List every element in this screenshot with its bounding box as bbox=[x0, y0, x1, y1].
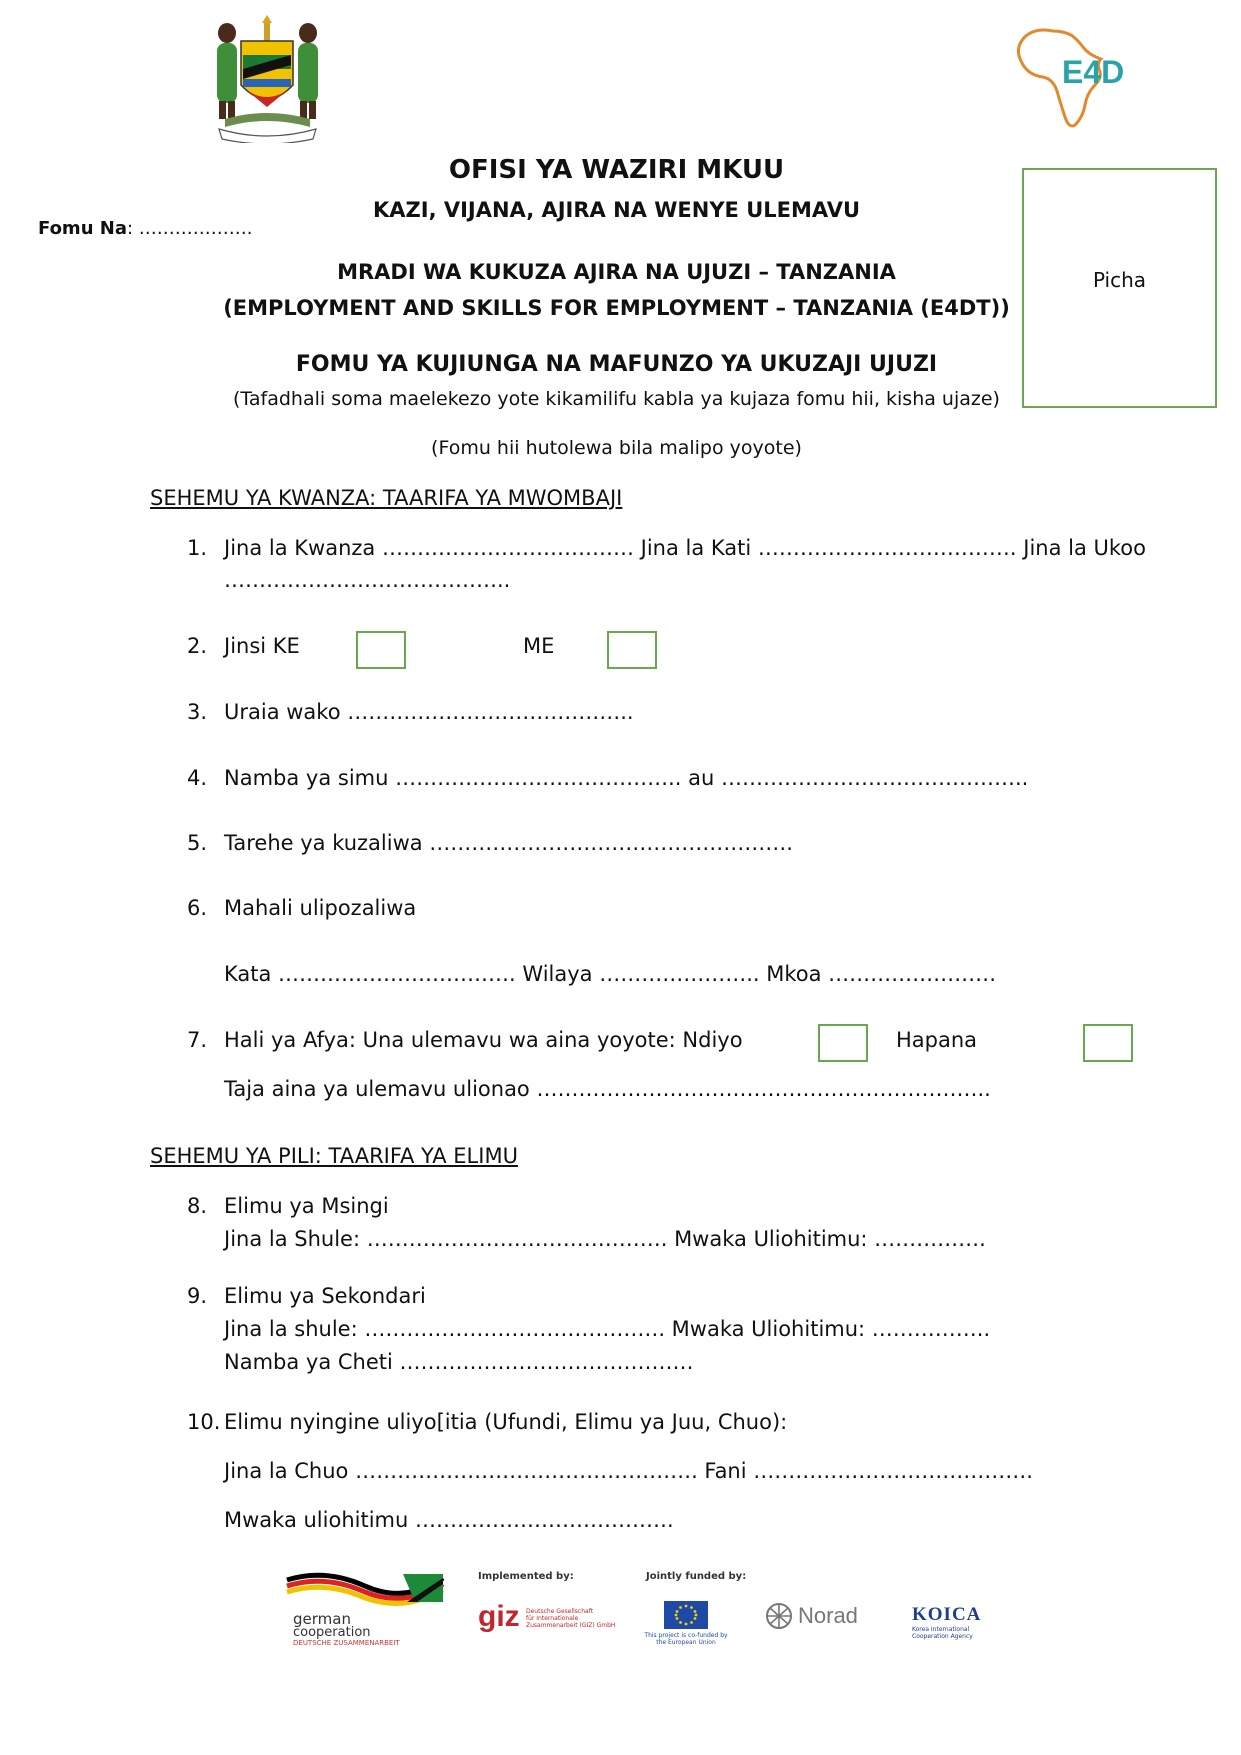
q4-number: 4. bbox=[187, 766, 208, 790]
e4d-logo-text: E4D bbox=[1062, 54, 1125, 90]
jointly-funded-label: Jointly funded by: bbox=[646, 1571, 747, 1582]
q1-names-line2[interactable]: ………………………………….. bbox=[224, 568, 511, 592]
german-cooperation-line3: DEUTSCHE ZUSAMMENARBEIT bbox=[293, 1639, 400, 1647]
q9-secondary-line[interactable]: Jina la shule: ……………………………………. Mwaka Uliohitimu: …………….. bbox=[224, 1317, 991, 1341]
implemented-by-label: Implemented by: bbox=[478, 1571, 574, 1582]
q7-disability-type-line[interactable]: Taja aina ya ulemavu ulionao ……………………………………………………….. bbox=[224, 1077, 991, 1101]
norad-logo-text: Norad bbox=[798, 1603, 858, 1628]
q7-number: 7. bbox=[187, 1028, 208, 1052]
giz-sub2: für Internationale bbox=[526, 1615, 579, 1622]
disability-no-checkbox[interactable] bbox=[1083, 1024, 1133, 1062]
q8-primary-label: Elimu ya Msingi bbox=[224, 1194, 389, 1218]
free-note: (Fomu hii hutolewa bila malipo yoyote) bbox=[431, 437, 802, 459]
q9-certificate-line[interactable]: Namba ya Cheti …………………………………… bbox=[224, 1350, 694, 1374]
giz-sub3: Zusammenarbeit (GIZ) GmbH bbox=[526, 1622, 616, 1629]
q5-number: 5. bbox=[187, 831, 208, 855]
q7-health-label: Hali ya Afya: Una ulemavu wa aina yoyote: Ndiyo bbox=[224, 1028, 743, 1052]
q1-number: 1. bbox=[187, 536, 208, 560]
q3-number: 3. bbox=[187, 700, 208, 724]
koica-sub2: Cooperation Agency bbox=[912, 1633, 973, 1640]
q3-nationality-line[interactable]: Uraia wako ………………………………….. bbox=[224, 700, 634, 724]
form-number-value[interactable]: : ………………. bbox=[126, 218, 253, 239]
koica-logo-text: KOICA bbox=[912, 1604, 982, 1625]
photo-label: Picha bbox=[1092, 268, 1147, 292]
eu-caption-line2: the European Union bbox=[656, 1639, 716, 1646]
q7-hapana-label: Hapana bbox=[896, 1028, 978, 1052]
eu-caption bbox=[644, 1632, 728, 1646]
gender-me-checkbox[interactable] bbox=[607, 631, 657, 669]
eu-caption-line1: This project is co-funded by bbox=[644, 1632, 728, 1639]
q8-number: 8. bbox=[187, 1194, 208, 1218]
q10-other-education-label: Elimu nyingine uliyo[itia (Ufundi, Elimu ya Juu, Chuo): bbox=[224, 1410, 788, 1434]
ministry-title: KAZI, VIJANA, AJIRA NA WENYE ULEMAVU bbox=[373, 198, 860, 222]
koica-subtitle bbox=[912, 1626, 973, 1640]
gender-ke-checkbox[interactable] bbox=[356, 631, 406, 669]
q8-primary-line[interactable]: Jina la Shule: ……………………………………. Mwaka Uliohitimu: ……………. bbox=[224, 1227, 986, 1251]
giz-sub1: Deutsche Gesellschaft bbox=[526, 1608, 594, 1615]
project-title-sw: MRADI WA KUKUZA AJIRA NA UJUZI – TANZANIA bbox=[337, 260, 896, 284]
section2-heading: SEHEMU YA PILI: TAARIFA YA ELIMU bbox=[150, 1144, 518, 1168]
eu-flag-icon bbox=[664, 1601, 708, 1629]
q5-birthdate-line[interactable]: Tarehe ya kuzaliwa ……………………………………………. bbox=[224, 831, 793, 855]
project-title-en: (EMPLOYMENT AND SKILLS FOR EMPLOYMENT – TANZANIA (E4DT)) bbox=[223, 296, 1010, 320]
german-cooperation-line1: german bbox=[293, 1610, 351, 1628]
q10-college-line[interactable]: Jina la Chuo …………………………………………. Fani …………………………………. bbox=[224, 1459, 1033, 1483]
german-cooperation-logo bbox=[285, 1568, 445, 1648]
q10-number: 10. bbox=[187, 1410, 221, 1434]
q1-names-line[interactable]: Jina la Kwanza ……………………………… Jina la Kati ………………………………. Jina la Ukoo bbox=[224, 536, 1146, 560]
q6-number: 6. bbox=[187, 896, 208, 920]
q9-secondary-label: Elimu ya Sekondari bbox=[224, 1284, 426, 1308]
q6-birthplace-label: Mahali ulipozaliwa bbox=[224, 896, 417, 920]
q4-phone-line[interactable]: Namba ya simu ………………………………….. au …………………………………….. bbox=[224, 766, 1029, 790]
office-title: OFISI YA WAZIRI MKUU bbox=[448, 155, 785, 185]
section1-heading: SEHEMU YA KWANZA: TAARIFA YA MWOMBAJI bbox=[150, 486, 623, 510]
q2-me-label: ME bbox=[523, 634, 555, 658]
koica-sub1: Korea International bbox=[912, 1626, 970, 1633]
instructions: (Tafadhali soma maelekezo yote kikamilifu kabla ya kujaza fomu hii, kisha ujaze) bbox=[233, 388, 1000, 410]
disability-yes-checkbox[interactable] bbox=[818, 1024, 868, 1062]
giz-logo-text: giz bbox=[478, 1600, 520, 1633]
form-title: FOMU YA KUJIUNGA NA MAFUNZO YA UKUZAJI UJUZI bbox=[295, 352, 938, 377]
q10-year-line[interactable]: Mwaka uliohitimu ………………………………. bbox=[224, 1508, 674, 1532]
german-cooperation-line2: cooperation bbox=[293, 1625, 371, 1640]
q9-number: 9. bbox=[187, 1284, 208, 1308]
form-number-label: Fomu Na bbox=[38, 218, 127, 239]
q2-number: 2. bbox=[187, 634, 208, 658]
coat-of-arms-logo bbox=[205, 15, 330, 143]
q2-gender-label: Jinsi KE bbox=[224, 634, 300, 658]
q6-birthplace-line[interactable]: Kata ……………………………. Wilaya ………………….. Mkoa …………………… bbox=[224, 962, 997, 986]
giz-subtitle bbox=[526, 1608, 615, 1629]
norad-logo-icon bbox=[764, 1601, 794, 1631]
